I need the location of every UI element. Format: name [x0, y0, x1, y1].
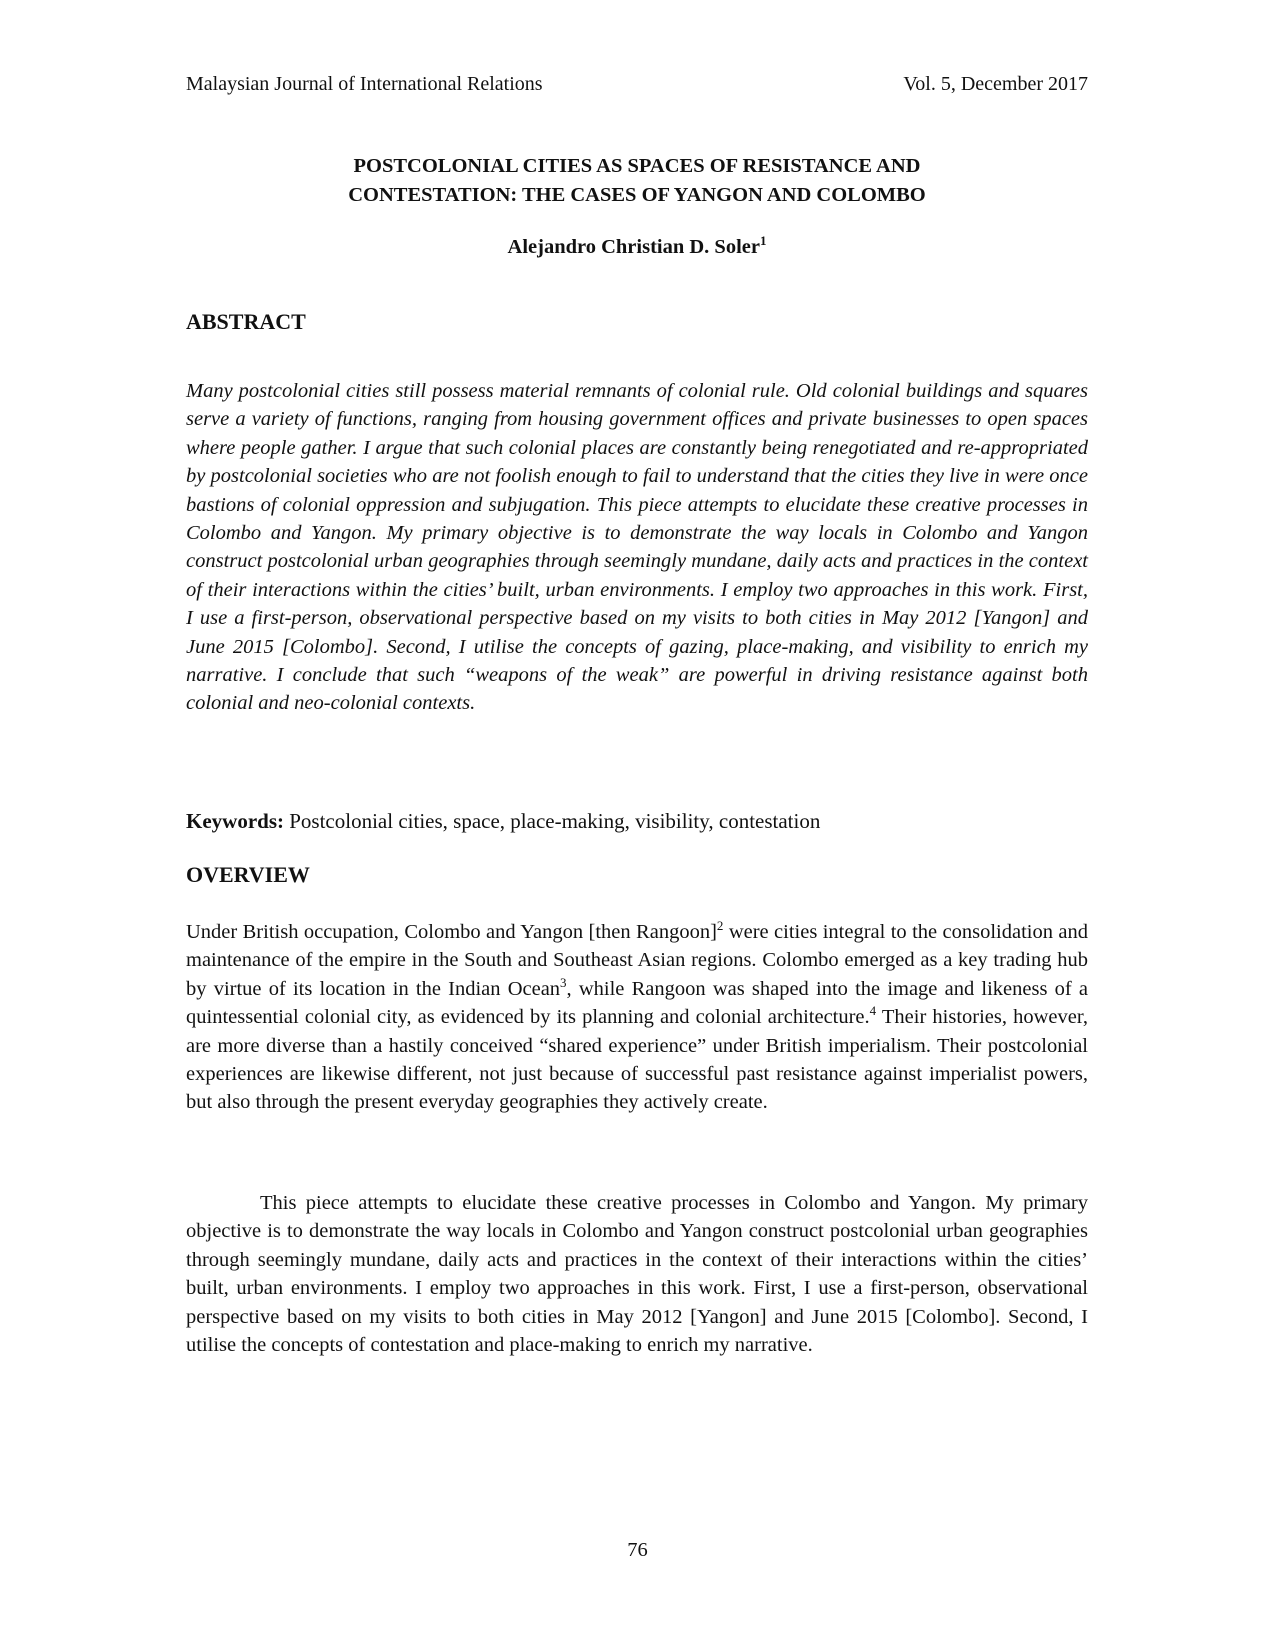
footnote-marker-3[interactable]: 3: [560, 974, 567, 990]
volume-date: Vol. 5, December 2017: [903, 73, 1088, 95]
overview-paragraph-2: This piece attempts to elucidate these creative processes in Colombo and Yangon. My primary objective is to demonstrate the way locals in Colombo and Yangon construct postcolonial urban geographies through seemingly mundane, daily acts and practices in the context of their interactions within the cities’ built, urban environments. I employ two approaches in this work. First, I use a first-person, observational perspective based on my visits to both cities in May 2012 [Yangon] and June 2015 [Colombo]. Second, I utilise the concepts of contestation and place-making to enrich my narrative.: [186, 1192, 1088, 1357]
footnote-marker-4[interactable]: 4: [869, 1003, 877, 1019]
running-header: [186, 72, 1088, 96]
abstract-heading: ABSTRACT: [186, 309, 306, 334]
overview-paragraph-1: [186, 918, 1088, 1117]
keywords-label: Keywords:: [186, 809, 284, 833]
p1-text-b: were cities integral to the consolidation and maintenance of the empire in the South and Southeast Asian regions. Colombo emerged as a key trading hub by virtue of its location in the Indian Ocean: [186, 921, 1088, 1000]
p1-text-a: Under British occupation, Colombo and Yangon [then Rangoon]: [186, 921, 717, 943]
author-name: Alejandro Christian D. Soler: [507, 236, 760, 258]
p1-text-d: Their histories, however, are more diverse than a hastily conceived “shared experience” under British imperialism. Their postcolonial experiences are likewise different, not just because of successful past resistance against imperialist powers, but also through the present everyday geographies they actively create.: [186, 1006, 1088, 1114]
overview-heading: OVERVIEW: [186, 862, 310, 887]
author-line: [186, 233, 1088, 261]
article-title: [186, 152, 1088, 210]
author-footnote-marker[interactable]: 1: [759, 233, 767, 248]
title-line-2: CONTESTATION: THE CASES OF YANGON AND COLOMBO: [348, 184, 926, 206]
journal-name: Malaysian Journal of International Relations: [186, 73, 543, 95]
abstract-body: Many postcolonial cities still possess material remnants of colonial rule. Old colonial buildings and squares serve a variety of functions, ranging from housing government offices and private businesses to open spaces where people gather. I argue that such colonial places are constantly being renegotiated and re-appropriated by postcolonial societies who are not foolish enough to fail to understand that the cities they live in were once bastions of colonial oppression and subjugation. This piece attempts to elucidate these creative processes in Colombo and Yangon. My primary objective is to demonstrate the way locals in Colombo and Yangon construct postcolonial urban geographies through seemingly mundane, daily acts and practices in the context of their interactions within the cities’ built, urban environments. I employ two approaches in this work. First, I use a first-person, observational perspective based on my visits to both cities in May 2012 [Yangon] and June 2015 [Colombo]. Second, I utilise the concepts of gazing, place-making, and visibility to enrich my narrative. I conclude that such “weapons of the weak” are powerful in driving resistance against both colonial and neo-colonial contexts.: [186, 380, 1088, 715]
footnote-marker-2[interactable]: 2: [716, 918, 724, 933]
title-line-1: POSTCOLONIAL CITIES AS SPACES OF RESISTANCE AND: [353, 155, 921, 177]
keywords-line: [186, 807, 1088, 835]
p1-text-c: , while Rangoon was shaped into the image and likeness of a quintessential colonial city, as evidenced by its planning and colonial architecture.: [186, 977, 1088, 1029]
keywords-list: Postcolonial cities, space, place-making, visibility, contestation: [284, 809, 821, 833]
page-number: 76: [627, 1539, 648, 1561]
